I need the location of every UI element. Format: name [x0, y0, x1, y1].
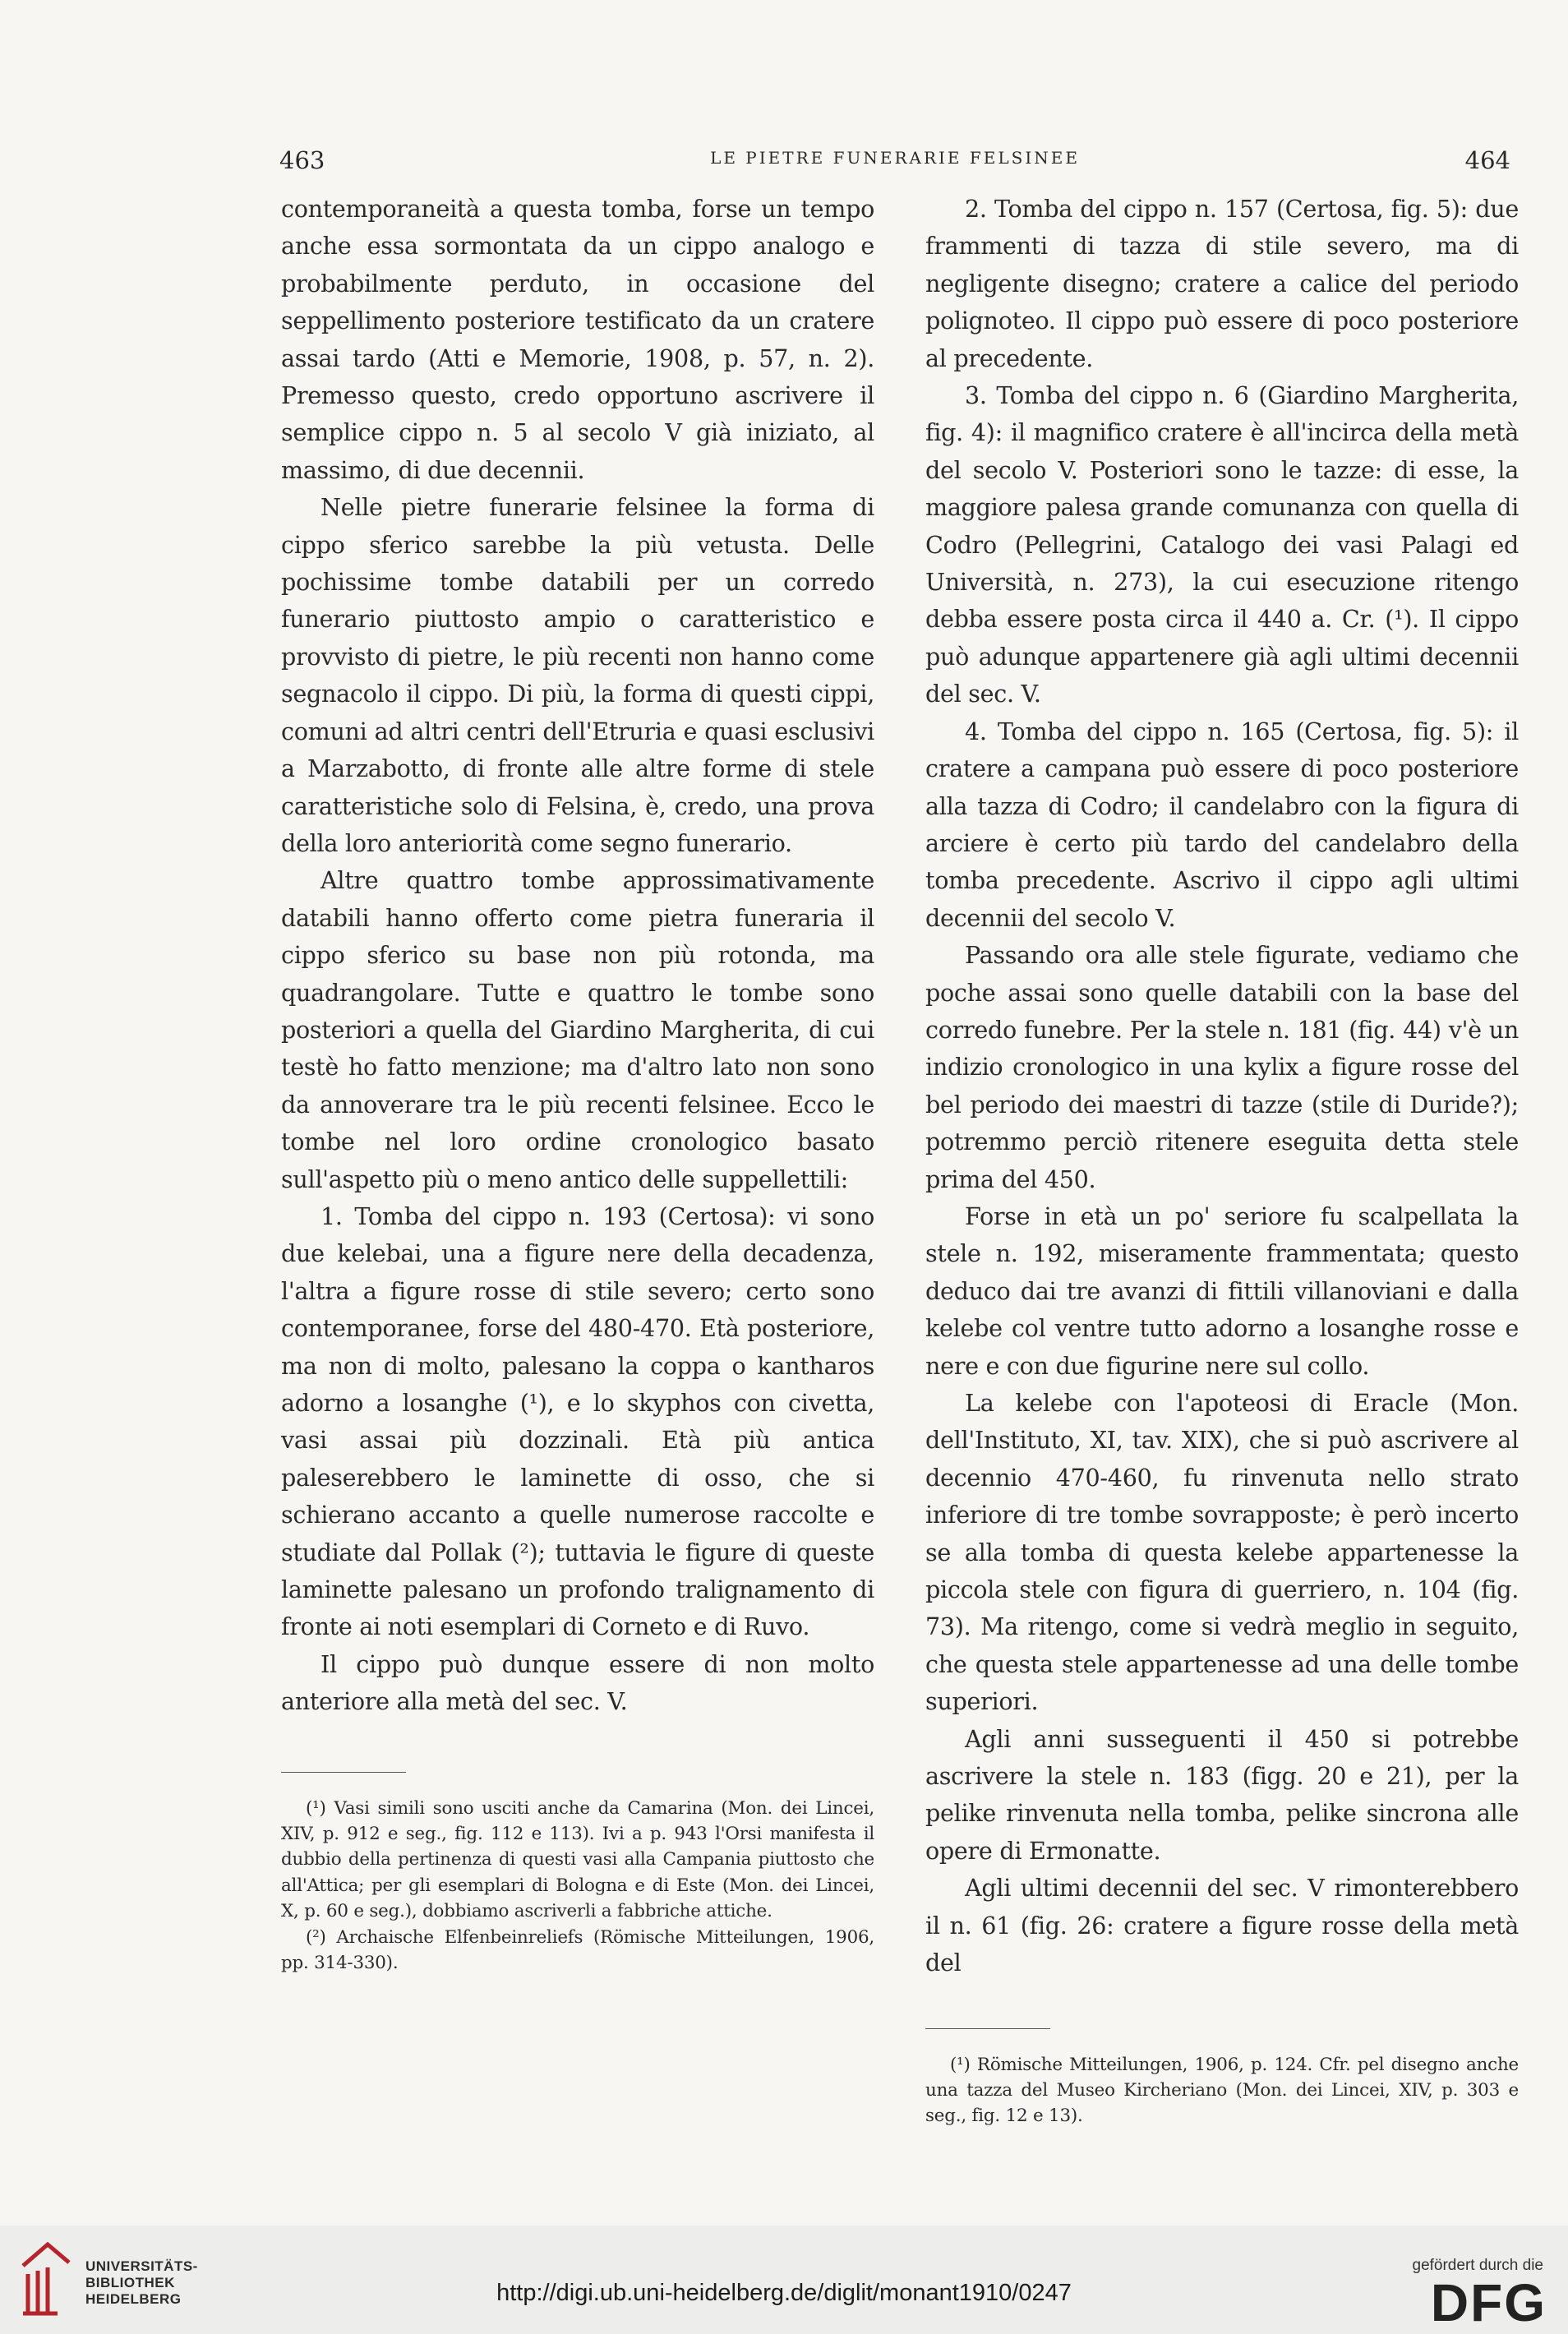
right-column	[925, 191, 1519, 2129]
body-paragraph: contemporaneità a questa tomba, forse un tempo anche essa sormontata da un cippo analogo e probabilmente perduto, in occasione del seppellimento posteriore testificato da un cratere assai tardo (Atti e Memorie, 1908, p. 57, n. 2). Premesso questo, credo opportuno ascrivere il semplice cippo n. 5 al secolo V già iniziato, al massimo, di due decennii.	[281, 195, 874, 484]
sponsor-caption: gefördert durch die	[1412, 2257, 1543, 2274]
page-header	[279, 146, 1510, 179]
body-paragraph: Nelle pietre funerarie felsinee la forma di cippo sferico sarebbe la più vetusta. Delle pochissime tombe databili per un corredo funerario piuttosto ampio o caratteristico e provvisto di pietre, le più recenti non hanno come segnacolo il cippo. Di più, la forma di questi cippi, comuni ad altri centri dell'Etruria e quasi esclusivi a Marzabotto, di fronte alle altre forme di stele caratteristiche solo di Felsina, è, credo, una prova della loro anteriorità come segno funerario.	[281, 493, 874, 857]
body-paragraph: 4. Tomba del cippo n. 165 (Certosa, fig. 5): il cratere a campana può essere di poco posteriore alla tazza di Codro; il candelabro con la figura di arciere è certo più tardo del candelabro della tomba precedente. Ascrivo il cippo agli ultimi decennii del secolo V.	[925, 717, 1519, 932]
body-paragraph: Agli anni susseguenti il 450 si potrebbe ascrivere la stele n. 183 (figg. 20 e 21), per la pelike rinvenuta nella tomba, pelike sincrona alle opere di Ermonatte.	[925, 1724, 1519, 1865]
footnote: (¹) Römische Mitteilungen, 1906, p. 124. Cfr. pel disegno anche una tazza del Museo Kircheriano (Mon. dei Lincei, XIV, p. 303 e seg., fig. 12 e 13).	[925, 2054, 1519, 2127]
footnote: (²) Archaische Elfenbeinreliefs (Römische Mitteilungen, 1906, pp. 314-330).	[281, 1926, 874, 1974]
library-logo-icon	[18, 2238, 74, 2320]
body-paragraph: Passando ora alle stele figurate, vediamo che poche assai sono quelle databili con la base del corredo funebre. Per la stele n. 181 (fig. 44) v'è un indizio cronologico in una kylix a figure rosse del bel periodo dei maestri di tazze (stile di Duride?); potremmo perciò ritenere eseguita detta stele prima del 450.	[925, 941, 1519, 1193]
digitization-footer	[0, 2226, 1568, 2334]
footnote-separator	[925, 2028, 1050, 2029]
dfg-logo-icon: DFG	[1430, 2273, 1547, 2332]
body-paragraph: Altre quattro tombe approssimativamente databili hanno offerto come pietra funeraria il cippo sferico su base non più rotonda, ma quadrangolare. Tutte e quattro le tombe sono posteriori a quella del Giardino Margherita, di cui testè ho fatto menzione; ma d'altro lato non sono da annoverare tra le più recenti felsinee. Ecco le tombe nel loro ordine cronologico basato sull'aspetto più o meno antico delle suppellettili:	[281, 866, 874, 1193]
page-number-right: 464	[1464, 146, 1510, 174]
library-name-line: HEIDELBERG	[85, 2291, 182, 2307]
left-column	[281, 191, 874, 1977]
body-paragraph: La kelebe con l'apoteosi di Eracle (Mon. dell'Instituto, XI, tav. XIX), che si può ascrivere al decennio 470-460, fu rinvenuta nello strato inferiore di tre tombe sovrapposte; è però incerto se alla tomba di questa kelebe appartenesse la piccola stele con figura di guerriero, n. 104 (fig. 73). Ma ritengo, come si vedrà meglio in seguito, che questa stele appartenesse ad una delle tombe superiori.	[925, 1389, 1519, 1716]
body-paragraph: Agli ultimi decennii del sec. V rimonterebbero il n. 61 (fig. 26: cratere a figure rosse della metà del	[925, 1874, 1519, 1977]
permalink-url[interactable]: http://digi.ub.uni-heidelberg.de/diglit/monant1910/0247	[496, 2280, 1072, 2306]
body-paragraph: 3. Tomba del cippo n. 6 (Giardino Margherita, fig. 4): il magnifico cratere è all'incirca della metà del secolo V. Posteriori sono le tazze: di esse, la maggiore palesa grande comunanza con quella di Codro (Pellegrini, Catalogo dei vasi Palagi ed Università, n. 273), la cui esecuzione ritengo debba essere posta circa il 440 a. Cr. (¹). Il cippo può adunque appartenere già agli ultimi decennii del sec. V.	[925, 381, 1519, 708]
body-paragraph: 2. Tomba del cippo n. 157 (Certosa, fig. 5): due frammenti di tazza di stile severo, ma di negligente disegno; cratere a calice del periodo polignoteo. Il cippo può essere di poco posteriore al precedente.	[925, 195, 1519, 372]
body-paragraph: 1. Tomba del cippo n. 193 (Certosa): vi sono due kelebai, una a figure nere della decadenza, l'altra a figure rosse di stile severo; certo sono contemporanee, forse del 480-470. Età posteriore, ma non di molto, palesano la coppa o kantharos adorno a losanghe (¹), e lo skyphos con civetta, vasi assai più dozzinali. Età più antica paleserebbero le laminette di osso, che si schierano accanto a quelle numerose raccolte e studiate dal Pollak (²); tuttavia le figure di queste laminette palesano un profondo tralignamento di fronte ai noti esemplari di Corneto e di Ruvo.	[281, 1202, 874, 1641]
footnote-separator	[281, 1772, 406, 1773]
library-name-line: BIBLIOTHEK	[85, 2275, 175, 2290]
library-name-line: UNIVERSITÄTS-	[85, 2258, 198, 2274]
running-head: LE PIETRE FUNERARIE FELSINEE	[710, 148, 1080, 168]
body-paragraph: Forse in età un po' seriore fu scalpellata la stele n. 192, miseramente frammentata; questo deduco dai tre avanzi di fittili villanoviani e dalla kelebe col ventre tutto adorno a losanghe rosse e nere e con due figurine nere sul collo.	[925, 1202, 1519, 1380]
footnote: (¹) Vasi simili sono usciti anche da Camarina (Mon. dei Lincei, XIV, p. 912 e seg., fig. 112 e 113). Ivi a p. 943 l'Orsi manifesta il dubbio della pertinenza di questi vasi alla Campania piuttosto che all'Attica; per gli esemplari di Bologna e di Este (Mon. dei Lincei, X, p. 60 e seg.), dobbiamo ascriverli a fabbriche attiche.	[281, 1797, 874, 1922]
body-paragraph: Il cippo può dunque essere di non molto anteriore alla metà del sec. V.	[281, 1649, 874, 1716]
page-number-left: 463	[279, 146, 325, 174]
